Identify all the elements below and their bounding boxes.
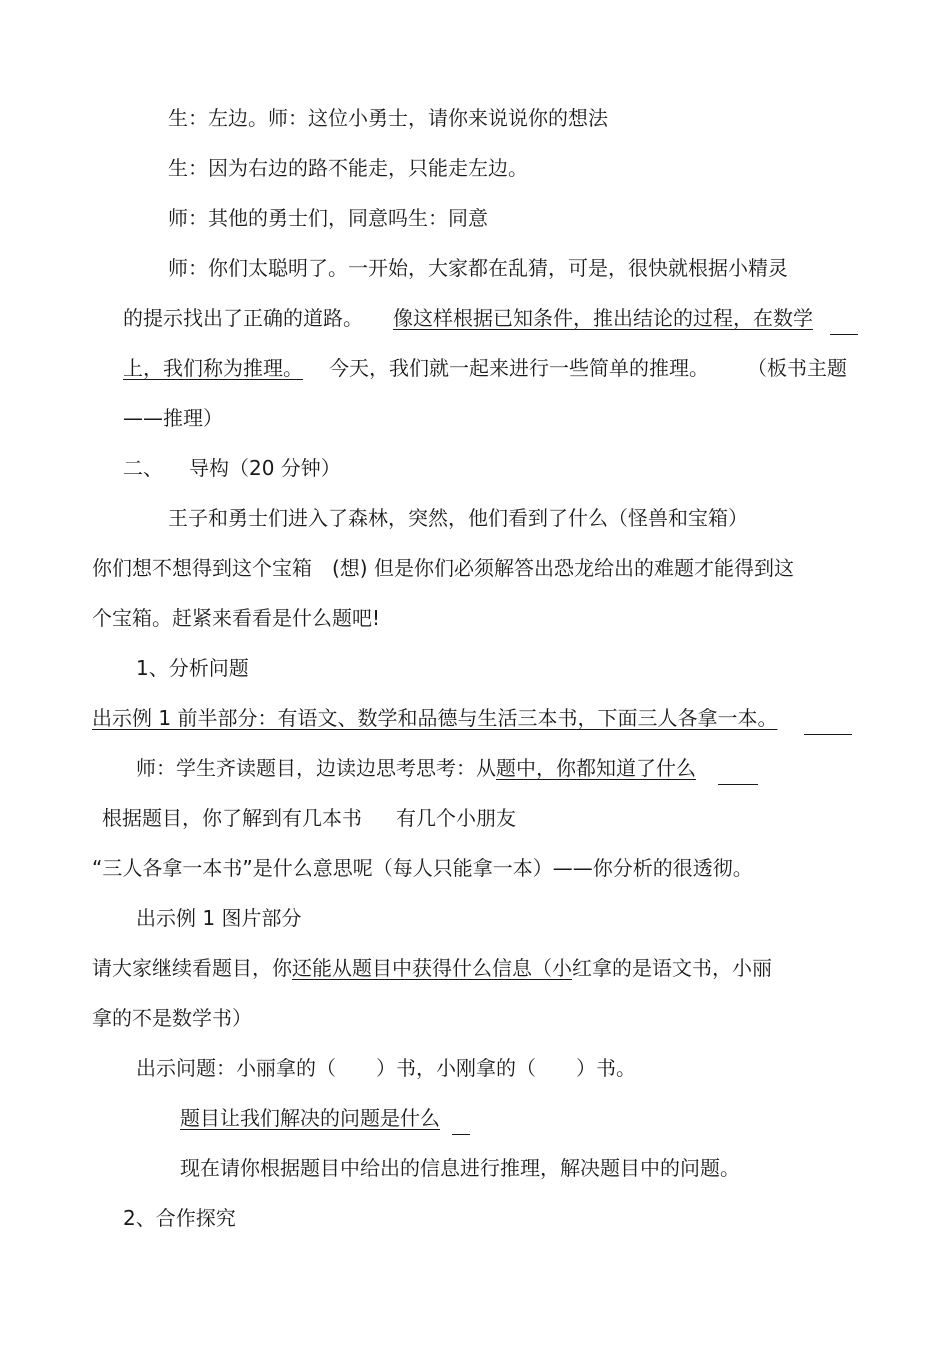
subsection-heading [136, 655, 249, 681]
paragraph-line-2 [168, 155, 528, 181]
paragraph-line-1 [168, 105, 608, 131]
paragraph-line-20 [136, 1055, 636, 1081]
paragraph-line-15 [102, 805, 516, 831]
subsection-heading-2 [123, 1205, 236, 1231]
line-text: 请大家继续看题目，你 [92, 956, 292, 980]
paragraph-line-6 [123, 355, 847, 381]
underline-extension [718, 784, 758, 785]
line-text: 有几个小朋友 [396, 806, 516, 830]
paragraph-line-13 [92, 705, 777, 731]
section-heading [123, 455, 341, 481]
underlined-text: 出示例 1 前半部分：有语文、数学和品德与生活三本书，下面三人各拿一本。 [92, 706, 778, 730]
paragraph-line-17 [136, 905, 301, 931]
line-text: 个宝箱。赶紧来看看是什么题吧! [92, 606, 381, 630]
underlined-text: 上，我们称为推理。 [123, 356, 303, 380]
paragraph-line-18 [92, 955, 772, 981]
line-text: 生：左边。师：这位小勇士，请你来说说你的想法 [168, 106, 608, 130]
underline-extension [830, 334, 858, 335]
underline-extension [804, 734, 852, 735]
underline-extension [452, 1134, 470, 1135]
section-number: 二、 [123, 456, 163, 480]
line-text: 师：其他的勇士们，同意吗生：同意 [168, 206, 488, 230]
underlined-text: 题中，你都知道了什么 [496, 756, 696, 780]
line-text: （板书主题 [747, 356, 847, 380]
underlined-text: 还能从题目中获得什么信息（小 [292, 956, 572, 980]
line-text: 今天，我们就一起来进行一些简单的推理。 [329, 356, 709, 380]
section-title: 导构（20 分钟） [189, 456, 341, 480]
line-text: 你们想不想得到这个宝箱 [92, 556, 312, 580]
line-text: 师：你们太聪明了。一开始，大家都在乱猜，可是，很快就根据小精灵 [168, 256, 788, 280]
line-text: 师：学生齐读题目，边读边思考思考：从 [136, 756, 496, 780]
paragraph-line-9 [168, 505, 748, 531]
line-text: 根据题目，你了解到有几本书 [102, 806, 362, 830]
line-text: 出示例 1 图片部分 [136, 906, 302, 930]
paragraph-line-7 [123, 405, 223, 431]
paragraph-line-14 [136, 755, 696, 781]
paragraph-line-11 [92, 605, 380, 631]
paragraph-line-4 [168, 255, 788, 281]
paragraph-line-19 [92, 1005, 252, 1031]
paragraph-line-3 [168, 205, 488, 231]
line-text: ——推理） [123, 406, 223, 430]
underlined-text: 像这样根据已知条件，推出结论的过程，在数学 [393, 306, 813, 330]
line-text: “三人各拿一本书”是什么意思呢（每人只能拿一本）——你分析的很透彻。 [92, 856, 753, 880]
paragraph-line-5 [123, 305, 813, 331]
subsection-title: 2、合作探究 [123, 1206, 236, 1230]
line-text: 生：因为右边的路不能走，只能走左边。 [168, 156, 528, 180]
paragraph-line-21 [180, 1105, 440, 1131]
line-text: (想) 但是你们必须解答出恐龙给出的难题才能得到这 [332, 556, 794, 580]
paragraph-line-10 [92, 555, 794, 581]
line-text: 王子和勇士们进入了森林，突然，他们看到了什么（怪兽和宝箱） [168, 506, 748, 530]
subsection-title: 1、分析问题 [136, 656, 249, 680]
underlined-text: 题目让我们解决的问题是什么 [180, 1106, 440, 1130]
paragraph-line-16 [92, 855, 753, 881]
line-text: 红拿的是语文书，小丽 [572, 956, 772, 980]
line-text: 现在请你根据题目中给出的信息进行推理，解决题目中的问题。 [180, 1156, 740, 1180]
line-text: 出示问题：小丽拿的（ ）书，小刚拿的（ ）书。 [136, 1056, 636, 1080]
line-text: 拿的不是数学书） [92, 1006, 252, 1030]
paragraph-line-22 [180, 1155, 740, 1181]
line-text: 的提示找出了正确的道路。 [123, 306, 363, 330]
